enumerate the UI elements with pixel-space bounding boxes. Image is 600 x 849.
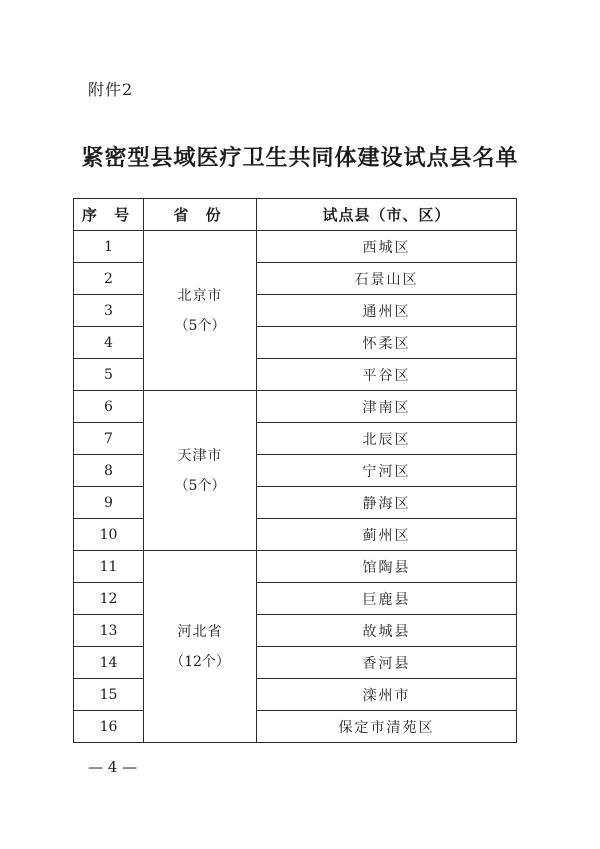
table-row	[74, 327, 517, 359]
table-row	[74, 679, 517, 711]
county-name-cell: 北辰区	[257, 423, 517, 455]
table-row	[74, 263, 517, 295]
county-name-cell: 通州区	[257, 295, 517, 327]
county-name-cell: 香河县	[257, 647, 517, 679]
serial-number-cell: 6	[74, 391, 144, 423]
table-row	[74, 647, 517, 679]
table-row	[74, 455, 517, 487]
table-row	[74, 423, 517, 455]
table-header-row	[74, 199, 517, 231]
table-row	[74, 519, 517, 551]
county-name-cell: 蓟州区	[257, 519, 517, 551]
county-name-cell: 静海区	[257, 487, 517, 519]
table-row	[74, 711, 517, 743]
serial-number-cell: 7	[74, 423, 144, 455]
serial-number-cell: 16	[74, 711, 144, 743]
county-name-cell: 巨鹿县	[257, 583, 517, 615]
province-cell	[144, 551, 257, 743]
serial-number-cell: 4	[74, 327, 144, 359]
page-number: — 4 —	[88, 758, 138, 776]
serial-number-cell: 13	[74, 615, 144, 647]
province-county-count: （5个）	[174, 477, 226, 494]
table-row	[74, 295, 517, 327]
table-row	[74, 359, 517, 391]
province-cell	[144, 231, 257, 391]
province-name: 河北省	[177, 623, 223, 640]
serial-number-cell: 14	[74, 647, 144, 679]
county-name-cell: 馆陶县	[257, 551, 517, 583]
table-row	[74, 551, 517, 583]
table-row	[74, 391, 517, 423]
serial-number-cell: 10	[74, 519, 144, 551]
county-name-cell: 滦州市	[257, 679, 517, 711]
table-row	[74, 615, 517, 647]
serial-number-cell: 5	[74, 359, 144, 391]
province-county-count: （5个）	[174, 317, 226, 334]
county-name-cell: 故城县	[257, 615, 517, 647]
table-row	[74, 487, 517, 519]
province-county-count: （12个）	[170, 653, 230, 670]
serial-number-cell: 1	[74, 231, 144, 263]
header-province: 省 份	[144, 199, 257, 231]
serial-number-cell: 12	[74, 583, 144, 615]
serial-number-cell: 15	[74, 679, 144, 711]
attachment-label: 附件2	[88, 80, 134, 99]
province-name: 北京市	[177, 287, 223, 304]
table-body	[74, 231, 517, 743]
document-title: 紧密型县域医疗卫生共同体建设试点县名单	[81, 146, 519, 171]
serial-number-cell: 2	[74, 263, 144, 295]
county-name-cell: 西城区	[257, 231, 517, 263]
pilot-county-table	[73, 198, 517, 743]
header-serial: 序 号	[74, 199, 144, 231]
serial-number-cell: 8	[74, 455, 144, 487]
serial-number-cell: 11	[74, 551, 144, 583]
province-cell	[144, 391, 257, 551]
header-county: 试点县（市、区）	[257, 199, 517, 231]
serial-number-cell: 3	[74, 295, 144, 327]
table-row	[74, 583, 517, 615]
province-name: 天津市	[177, 447, 223, 464]
county-name-cell: 津南区	[257, 391, 517, 423]
serial-number-cell: 9	[74, 487, 144, 519]
table-row	[74, 231, 517, 263]
county-name-cell: 保定市清苑区	[257, 711, 517, 743]
county-name-cell: 平谷区	[257, 359, 517, 391]
county-name-cell: 怀柔区	[257, 327, 517, 359]
county-name-cell: 宁河区	[257, 455, 517, 487]
county-name-cell: 石景山区	[257, 263, 517, 295]
